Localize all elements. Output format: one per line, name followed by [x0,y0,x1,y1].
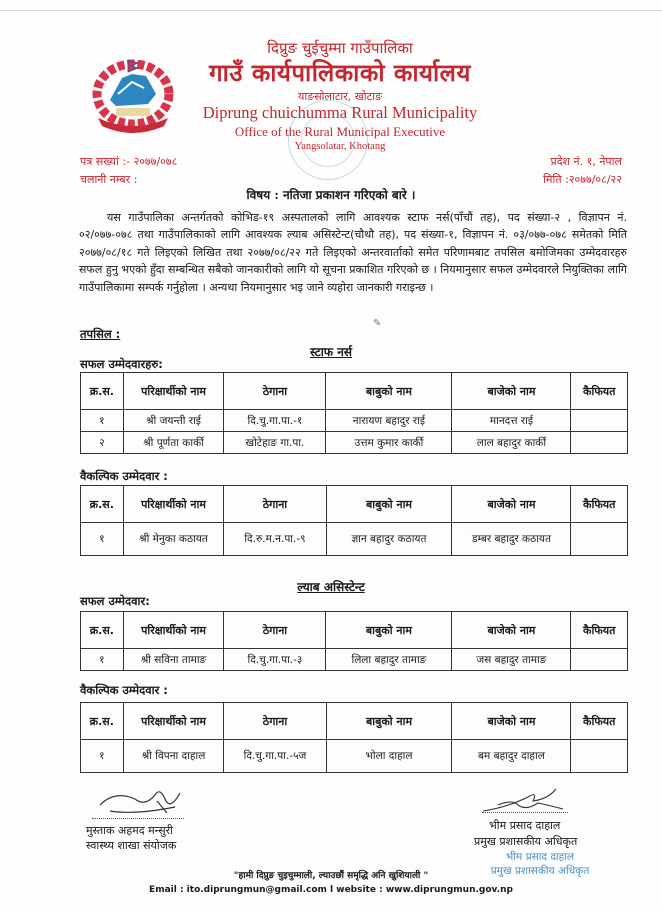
table-header-row [81,612,628,649]
cell-grandfather-name: जस बहादुर तामाङ [452,649,571,671]
alternate-label: वैकल्पिक उम्मेदवार : [80,469,168,483]
cell-serial: १ [81,740,124,773]
staff-nurse-alternate-table [80,485,628,556]
cell-remarks [571,410,628,432]
office-name-np: गाउँ कार्यपालिकाको कार्यालय [209,58,471,87]
letter-number: पत्र सख्यां :- २०७७/०७८ [80,155,178,168]
subject-line: विषय : नतिजा प्रकाशन गरिएको बारे । [246,188,416,202]
cell-address: दि.चु.गा.पा.-१ [224,410,326,432]
address-en: Yangsolatar, Khotang [294,141,386,152]
cell-candidate-name: श्री पूर्णता कार्की [123,432,224,454]
left-signatory-title: स्वास्थ्य शाखा संयोजक [86,839,177,852]
col-grandfather-name: बाजेको नाम [452,486,571,523]
col-serial: क्र.स. [81,612,124,649]
cell-serial: २ [81,432,124,454]
round-office-stamp-icon [288,100,368,180]
cell-remarks [571,432,628,454]
col-remarks: कैफियत [571,373,628,410]
successful-label: सफल उम्मेदवार: [80,594,150,608]
col-father-name: बाबुको नाम [326,373,452,410]
right-signatory-name: भीम प्रसाद दाहाल [489,819,561,832]
lab-assistant-successful-table [80,611,628,671]
letter-date: मिति :२०७७/०८/२२ [543,173,622,186]
col-grandfather-name: बाजेको नाम [452,612,571,649]
col-father-name: बाबुको नाम [326,486,452,523]
col-address: ठेगाना [224,612,326,649]
alternate-label: वैकल्पिक उम्मेदवार : [80,683,168,697]
municipality-name-en: Diprung chuichumma Rural Municipality [202,103,478,122]
cell-candidate-name: श्री जयन्ती राई [123,410,224,432]
left-signature-line [92,818,184,819]
col-candidate-name: परिक्षार्थीको नाम [123,612,224,649]
cell-candidate-name: श्री विपना दाहाल [123,740,224,773]
col-remarks: कैफियत [571,486,628,523]
col-serial: क्र.स. [81,486,124,523]
col-father-name: बाबुको नाम [326,703,452,740]
cell-serial: १ [81,410,124,432]
cell-address: दि.रु.म.न.पा.-९ [224,523,326,556]
cell-address: खोटेहाङ गा.पा. [224,432,326,454]
nepal-emblem-icon [88,54,178,138]
cell-grandfather-name: मानदत्त राई [452,410,571,432]
cell-candidate-name: श्री सविना तामाङ [123,649,224,671]
col-father-name: बाबुको नाम [326,612,452,649]
table-row [81,649,628,671]
address-np: याङसोलाटार, खोटाङ [298,90,382,103]
lab-assistant-alternate-table [80,702,628,773]
col-grandfather-name: बाजेको नाम [452,703,571,740]
stamp-name: भीम प्रसाद दाहाल [505,851,575,863]
cell-father-name: लिला बहादुर तामाङ [326,649,452,671]
cell-candidate-name: श्री मेनुका कठायत [123,523,224,556]
cell-remarks [571,649,628,671]
tapasil-label: तपसिल : [80,327,121,341]
stamp-title: प्रमुख प्रशासकीय अधिकृत [490,865,590,877]
right-signature-line [482,812,568,813]
cell-grandfather-name: बम बहादुर दाहाल [452,740,571,773]
cell-father-name: ज्ञान बहादुर कठायत [326,523,452,556]
table-header-row [81,486,628,523]
municipality-name-np: दिप्रुङ चुईचुम्मा गाउँपालिका [267,39,413,57]
cell-address: दि.चु.गा.पा.-५ज [224,740,326,773]
pen-mark: ✎ [373,318,382,329]
dispatch-number: चलानी नम्बर : [80,173,138,186]
cell-grandfather-name: लाल बहादुर कार्की [452,432,571,454]
section-title-lab-assistant: ल्याब असिस्टेन्ट [297,580,365,594]
left-signature-scribble [95,785,190,817]
col-address: ठेगाना [224,373,326,410]
col-serial: क्र.स. [81,703,124,740]
office-name-en: Office of the Rural Municipal Executive [234,124,446,139]
col-address: ठेगाना [224,703,326,740]
table-header-row [81,373,628,410]
table-header-row [81,703,628,740]
cell-serial: १ [81,523,124,556]
footer-slogan: "हामी दिप्रुङ चुइचुम्माली, ल्याउछौं समृद्धि अनि खुशियाली " [233,871,429,881]
col-serial: क्र.स. [81,373,124,410]
staff-nurse-successful-table [80,372,628,454]
col-address: ठेगाना [224,486,326,523]
section-title-staff-nurse: स्टाफ नर्स [309,345,353,359]
cell-father-name: नारायण बहादुर राई [326,410,452,432]
scan-edge-line [0,10,662,11]
col-remarks: कैफियत [571,612,628,649]
cell-father-name: उत्तम कुमार कार्की [326,432,452,454]
cell-grandfather-name: डम्बर बहादुर कठायत [452,523,571,556]
cell-father-name: भोला दाहाल [326,740,452,773]
notice-body: यस गाउँपालिका अन्तर्गतको कोभिड-१९ अस्पतालको लागि आवश्यक स्टाफ नर्स(पाँचौं तह), पद संख्या-२ , विज्ञापन नं. ०२/०७७-०७८ तथा गाउँपालिकाको लागि आवश्यक ल्याब असिस्टेन्ट(चौथौ तह), पद संख्या-१, विज्ञापन नं. ०३/०७७-०७८ समेतको मिति २०७७/०८/१८ गते लिइएको लिखित तथा २०७७/०८/२२ गते लिइएको अन्तरवार्ताको समेत परिणामबाट तपसिल बमोजिमका उम्मेदवारहरु सफल हुनु भएको हुँदा सम्बन्धित सबैको जानकारीको लागि यो सूचना प्रकाशित गरिएको छ । नियमानुसार सफल उम्मेदवारले नियुक्तिका लागि गाउँपालिकामा सम्पर्क गर्नुहोला । अन्यथा नियमानुसार भइ जाने व्यहोरा जानकारी गराइन्छ । [79,211,627,294]
cell-remarks [571,523,628,556]
cell-serial: १ [81,649,124,671]
table-row [81,410,628,432]
table-row [81,432,628,454]
footer-contact: Email : ito.diprungmun@gmail.com l website : www.diprungmun.gov.np [149,885,513,895]
col-candidate-name: परिक्षार्थीको नाम [123,703,224,740]
cell-remarks [571,740,628,773]
col-candidate-name: परिक्षार्थीको नाम [123,373,224,410]
table-row [81,523,628,556]
col-remarks: कैफियत [571,703,628,740]
col-candidate-name: परिक्षार्थीको नाम [123,486,224,523]
successful-label: सफल उम्मेदवारहरु: [80,357,163,371]
right-signatory-title: प्रमुख प्रशासकीय अधिकृत [474,835,578,848]
table-row [81,740,628,773]
province: प्रदेश नं. १, नेपाल [550,155,622,168]
col-grandfather-name: बाजेको नाम [452,373,571,410]
cell-address: दि.चु.गा.पा.-३ [224,649,326,671]
left-signatory-name: मुस्ताक अहमद मन्सुरी [86,824,173,837]
